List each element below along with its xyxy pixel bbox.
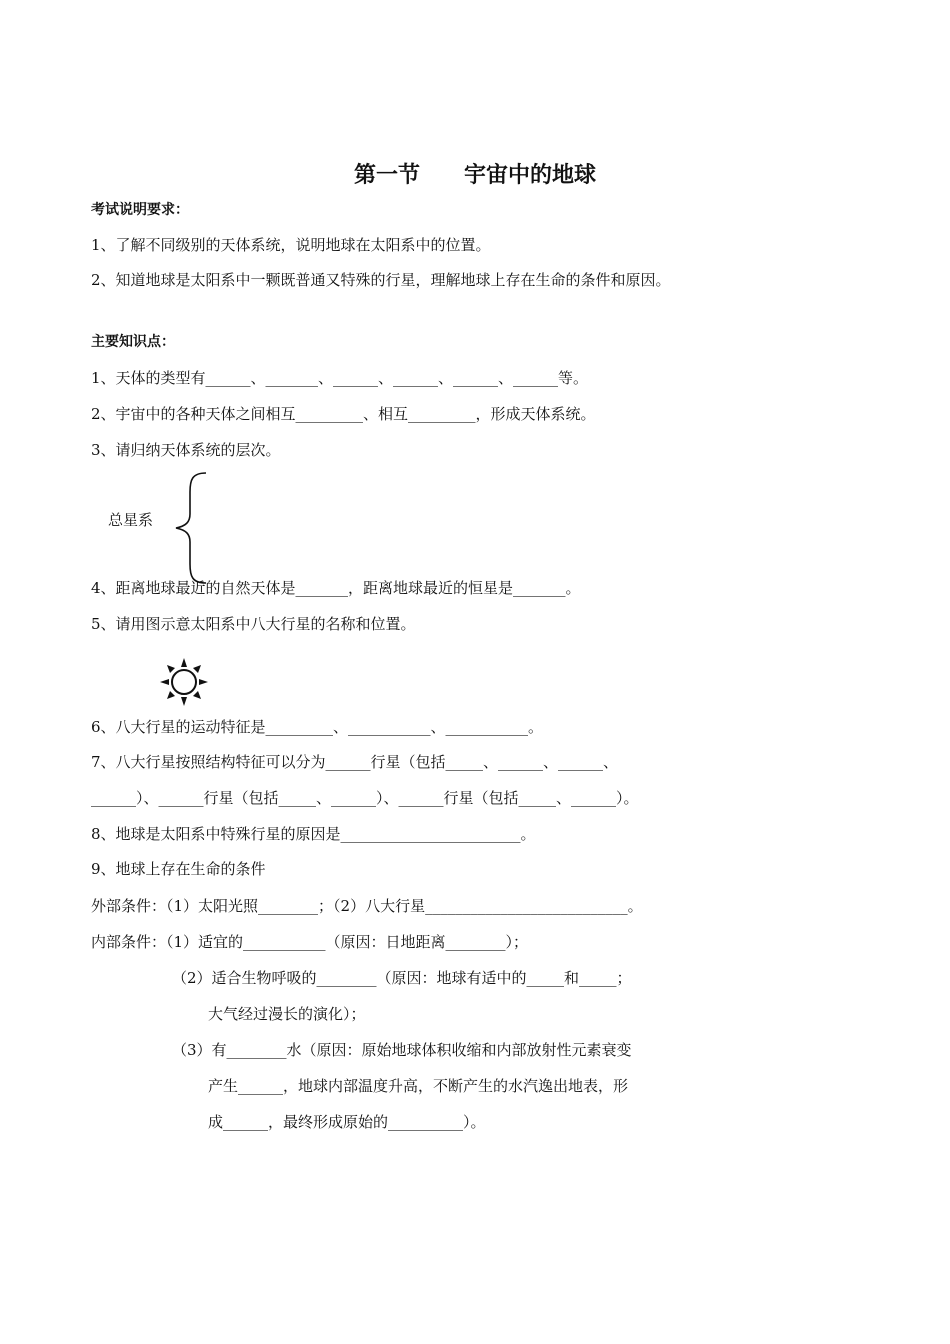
page-title: 第一节 宇宙中的地球 <box>353 163 596 188</box>
question-5: 5、请用图示意太阳系中八大行星的名称和位置。 <box>91 615 416 633</box>
question-7-line-1: 7、八大行星按照结构特征可以分为______行星（包括_____、______、______、 <box>91 753 619 771</box>
external-conditions: 外部条件：（1）太阳光照________；（2）八大行星___________________________。 <box>91 897 643 915</box>
question-4: 4、距离地球最近的自然天体是_______，距离地球最近的恒星是_______。 <box>91 579 581 597</box>
question-2: 2、宇宙中的各种天体之间相互_________、相互_________，形成天体系统。 <box>91 405 596 423</box>
question-3: 3、请归纳天体系统的层次。 <box>91 441 281 459</box>
question-6: 6、八大行星的运动特征是_________、___________、___________。 <box>91 718 544 736</box>
galaxy-label: 总星系 <box>108 511 154 529</box>
exam-heading: 考试说明要求： <box>91 202 189 218</box>
brace-icon <box>170 470 210 586</box>
question-1: 1、天体的类型有______、_______、______、______、______、______等。 <box>91 369 589 387</box>
question-8: 8、地球是太阳系中特殊行星的原因是________________________。 <box>91 825 536 843</box>
exam-item-2: 2、知道地球是太阳系中一颗既普通又特殊的行星，理解地球上存在生命的条件和原因。 <box>91 271 671 289</box>
internal-condition-3-line-1: （3）有________水（原因：原始地球体积收缩和内部放射性元素衰变 <box>172 1041 632 1059</box>
sun-icon <box>158 656 210 708</box>
internal-condition-3-line-2: 产生______，地球内部温度升高，不断产生的水汽逸出地表，形 <box>208 1077 629 1095</box>
question-9: 9、地球上存在生命的条件 <box>91 860 266 878</box>
internal-condition-2-line-1: （2）适合生物呼吸的________（原因：地球有适中的_____和_____； <box>172 969 632 987</box>
internal-conditions: 内部条件：（1）适宜的___________（原因：日地距离________）； <box>91 933 529 951</box>
internal-condition-2-line-2: 大气经过漫长的演化）； <box>208 1005 366 1023</box>
question-7-line-2: ______）、______行星（包括_____、______）、______行星（包括_____、______）。 <box>91 789 639 807</box>
knowledge-heading: 主要知识点： <box>91 334 175 350</box>
exam-item-1: 1、了解不同级别的天体系统，说明地球在太阳系中的位置。 <box>91 236 491 254</box>
internal-condition-3-line-3: 成______，最终形成原始的__________）。 <box>208 1113 486 1131</box>
